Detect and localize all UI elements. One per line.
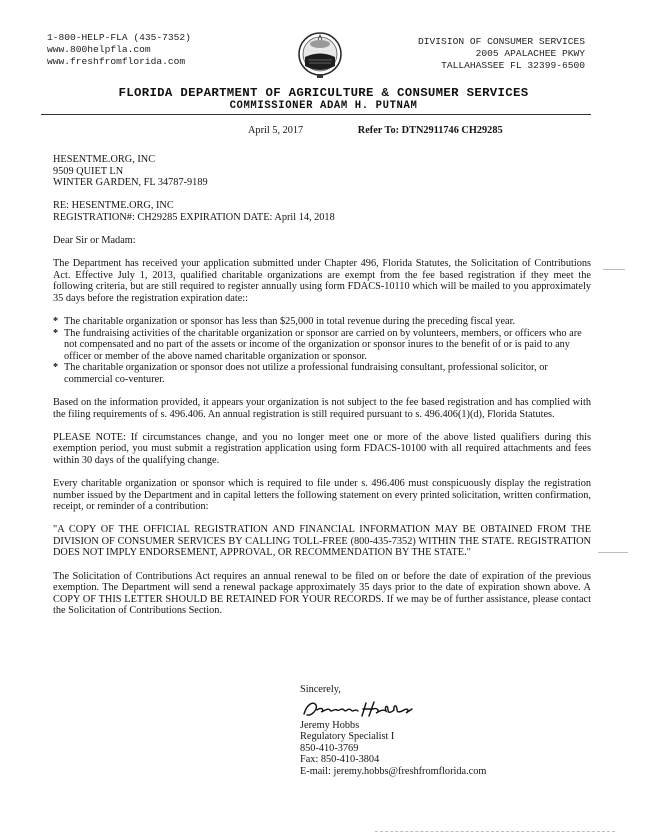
department-url: www.freshfromflorida.com (47, 56, 186, 67)
paragraph-note: PLEASE NOTE: If circumstances change, and you no longer meet one or more of the above listed qualifiers during this exemption period, you must submit a registration application using form FDACS-10100 with all required attachments and fees within 30 days of the qualifying change. (53, 431, 591, 466)
division-street: 2005 APALACHEE PKWY (475, 48, 585, 59)
letter-date: April 5, 2017 (248, 125, 304, 136)
helpline-number: 1-800-HELP-FLA (435-7352) (47, 32, 191, 43)
signer-name: Jeremy Hobbs (300, 719, 360, 731)
criteria-item: * The charitable organization or sponsor has less than $25,000 in total revenue during the preceding fiscal year. (53, 316, 591, 328)
salutation: Dear Sir or Madam: (53, 234, 136, 246)
division-address-block (418, 36, 585, 72)
closing: Sincerely, (300, 684, 341, 695)
registration-line: REGISTRATION#: CH29285 EXPIRATION DATE: April 14, 2018 (53, 211, 335, 223)
criteria-item: * The charitable organization or sponsor does not utilize a professional fundraising consultant, professional solicitor, or commercial co-venturer. (53, 362, 591, 385)
paragraph-disclosure-statement: "A COPY OF THE OFFICIAL REGISTRATION AND FINANCIAL INFORMATION MAY BE OBTAINED FROM THE DIVISION OF CONSUMER SERVICES BY CALLING TOLL-FREE (800-435-7352) WITHIN THE STATE. REGISTRATION DOES NOT IMPLY ENDORSEMENT, APPROVAL, OR RECOMMENDATION BY THE STATE." (53, 524, 591, 559)
scan-artifact (603, 269, 625, 270)
criteria-list (53, 316, 591, 386)
signer-title: Regulatory Specialist I (300, 731, 395, 743)
scan-artifact (375, 831, 615, 832)
recipient-city: WINTER GARDEN, FL 34787-9189 (53, 177, 208, 189)
refer-to-value: DTN2911746 CH29285 (401, 125, 503, 136)
recipient-street: 9509 QUIET LN (53, 165, 124, 177)
handwritten-signature (300, 698, 418, 720)
signer-email: E-mail: jeremy.hobbs@freshfromflorida.com (300, 765, 487, 777)
division-name: DIVISION OF CONSUMER SERVICES (418, 36, 585, 47)
state-seal-logo (296, 30, 344, 82)
date-reference-line (248, 125, 503, 137)
paragraph-intro: The Department has received your application submitted under Chapter 496, Florida Statutes, the Solicitation of Contributions Act. Effective July 1, 2013, qualified charitable organizations are exempt from the fee based registration if they meet the following criteria, but are still required to register annually using form FDACS-10110 which will be mailed to you approximately 35 days before the registration expiration date:: (53, 258, 591, 304)
commissioner-title: COMMISSIONER ADAM H. PUTNAM (229, 100, 418, 112)
paragraph-determination: Based on the information provided, it appears your organization is not subject to the fee based registration and has complied with the filing requirements of s. 496.406. An annual registration is still required pursuant to s. 496.406(1)(d), Florida Statutes. (53, 397, 591, 420)
subject-block (53, 200, 591, 223)
re-line: RE: HESENTME.ORG, INC (53, 200, 174, 212)
header-contact-block (47, 32, 191, 68)
paragraph-display-requirement: Every charitable organization or sponsor which is required to file under s. 496.406 must conspicuously display the registration number issued by the Department and in capital letters the following statement on every printed solicitation, written confirmation, receipt, or reminder of a contribution: (53, 477, 591, 513)
recipient-name: HESENTME.ORG, INC (53, 154, 156, 165)
recipient-address (53, 154, 591, 189)
signer-fax: Fax: 850-410-3804 (300, 754, 380, 766)
division-city: TALLAHASSEE FL 32399-6500 (441, 60, 585, 71)
department-title: FLORIDA DEPARTMENT OF AGRICULTURE & CONSUMER SERVICES (118, 86, 529, 100)
header-divider (41, 114, 591, 115)
paragraph-renewal: The Solicitation of Contributions Act requires an annual renewal to be filed on or before the date of expiration of the previous exemption. The Department will send a renewal package approximately 35 days prior to the date of expiration shown above. A COPY OF THIS LETTER SHOULD BE RETAINED FOR YOUR RECORDS. If we may be of further assistance, please contact the Solicitation of Contributions Section. (53, 570, 591, 617)
signer-phone: 850-410-3769 (300, 742, 359, 754)
scan-artifact (598, 552, 628, 553)
letter-body (53, 154, 591, 628)
refer-to-label: Refer To: (357, 125, 400, 136)
criteria-item: * The fundraising activities of the charitable organization or sponsor are carried on by volunteers, members, or officers who are not compensated and no part of the assets or income of the organization or sponsor inures to the benefit of or is paid to any officer or member of the above named charitable organization or sponsor. (53, 328, 591, 363)
helpline-url: www.800helpfla.com (47, 44, 151, 55)
